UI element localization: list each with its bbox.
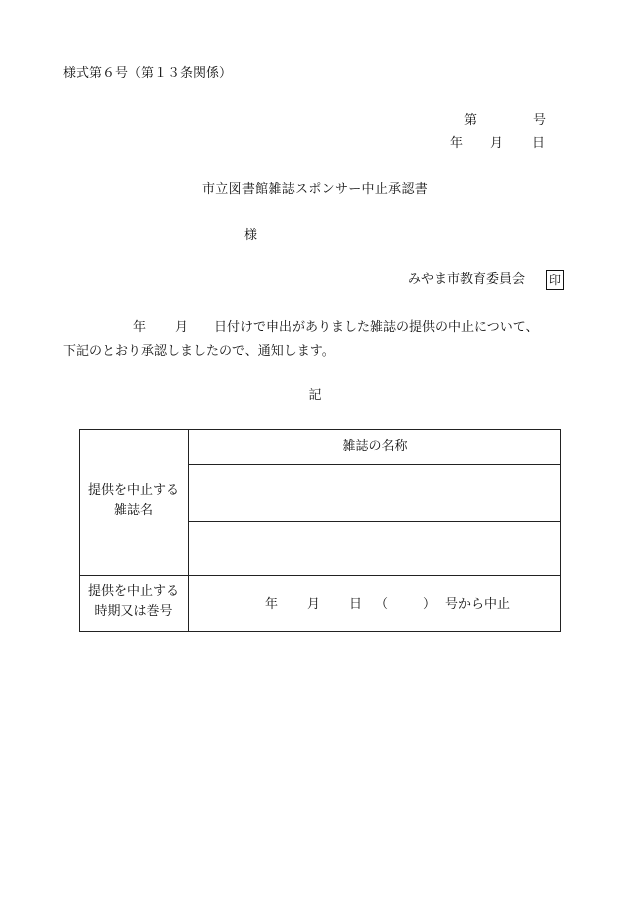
body-text-line-2: 下記のとおり承認しましたので、通知します。 [63,344,335,359]
stop-paren-open: （ [375,597,389,612]
issue-date-year: 年 [450,136,464,151]
row1-label [79,481,188,521]
detail-table [79,429,561,632]
seal-stamp: 印 [546,270,564,290]
document-number-prefix: 第 [464,113,478,128]
row2-label [79,582,188,622]
form-number-label: 様式第６号（第１３条関係） [63,66,233,81]
issue-date-month: 月 [490,136,504,151]
magazine-header-divider [188,464,561,465]
row1-label-line1: 提供を中止する [87,483,179,498]
table-border-bottom [79,631,561,632]
row1-label-line2: 雑誌名 [113,503,153,518]
row2-label-line1: 提供を中止する [87,584,179,599]
document-number-suffix: 号 [533,113,547,128]
body-date-year: 年 [133,320,147,335]
issue-date-day: 日 [532,136,546,151]
table-border-top [79,429,561,430]
addressee-honorific: 様 [244,228,258,243]
body-text-line-1: 日付けで申出がありました雑誌の提供の中止について、 [214,320,539,335]
ki-heading: 記 [308,388,322,403]
body-date-month: 月 [175,320,189,335]
stop-period-value [189,597,561,617]
table-section-divider [79,575,561,576]
stop-year: 年 [265,597,279,612]
stop-paren-close: ） [423,597,437,612]
stop-month: 月 [307,597,321,612]
stop-suffix: 号から中止 [445,597,511,612]
magazine-name-header: 雑誌の名称 [342,439,408,454]
document-title: 市立図書館雑誌スポンサー中止承認書 [201,182,429,197]
magazine-row-divider [188,521,561,522]
row2-label-line2: 時期又は巻号 [94,604,173,619]
issuer-name: みやま市教育委員会 [408,272,526,287]
stop-day: 日 [349,597,363,612]
